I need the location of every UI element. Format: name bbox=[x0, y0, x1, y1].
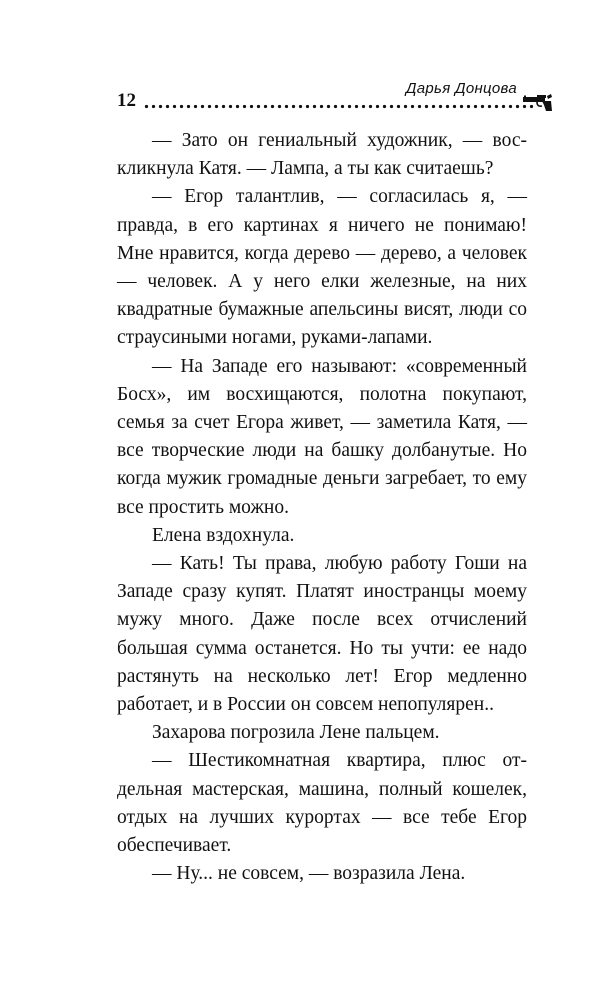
paragraph: — Шестикомнатная квартира, плюс отдельная мастерская, машина, полный кошелек, отдых на лучших курортах — все тебе Егор обеспечивает. bbox=[117, 750, 527, 857]
body-text bbox=[117, 127, 527, 888]
pistol-icon bbox=[523, 94, 553, 112]
paragraph: Елена вздохнула. bbox=[152, 524, 295, 546]
running-header bbox=[117, 80, 557, 120]
paragraph: — Егор талантлив, — согласилась я, — правда, в его картинах я ничего не понимаю! Мне нравится, когда дерево — дерево, а человек — человек. А у него елки железные, на них квадратные бумажные апельсины висят, люди со страусиными ногами, руками-лапами. bbox=[117, 186, 527, 349]
paragraph: — На Западе его называют: «современный Босх», им восхищаются, полотна покупают, семья за счет Егора живет, — заметила Катя, — все творческие люди на башку долбанутые. Но когда мужик громадные деньги загребает, то ему все простить можно. bbox=[117, 355, 527, 518]
paragraph: — Зато он гениальный художник, — воскликнула Катя. — Лампа, а ты как считаешь? bbox=[117, 130, 527, 180]
paragraph: — Ну... не совсем, — возразила Лена. bbox=[152, 863, 466, 885]
paragraph: Захарова погрозила Лене пальцем. bbox=[152, 722, 440, 744]
running-header-author: Дарья Донцова bbox=[405, 80, 517, 97]
paragraph: — Кать! Ты права, любую работу Гоши на Западе сразу купят. Платят иностранцы моему мужу много. Даже после всех отчислений большая сумма останется. Но ты учти: ее надо растянуть на несколько лет! Егор медленно работает, и в России он совсем непопулярен.. bbox=[117, 553, 527, 716]
dotted-leader bbox=[143, 104, 535, 109]
page-number: 12 bbox=[117, 90, 136, 111]
